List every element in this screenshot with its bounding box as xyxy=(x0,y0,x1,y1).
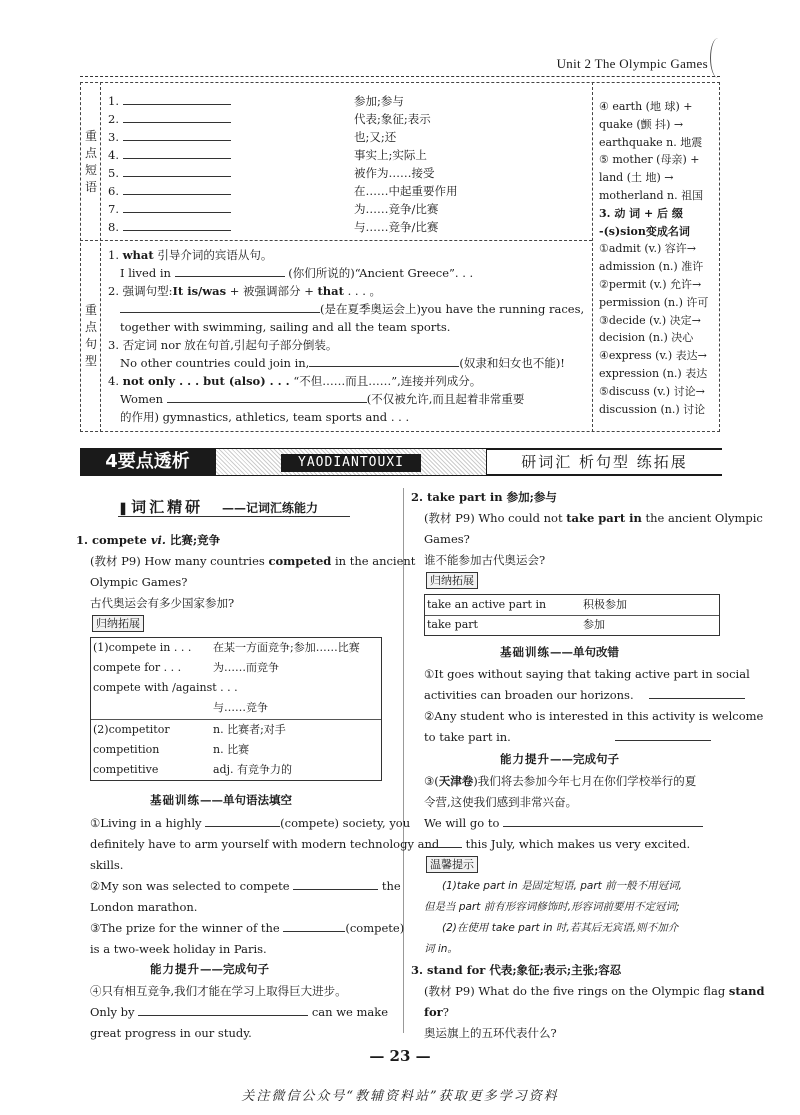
basic-training-heading: 基础训练——单句语法填空 xyxy=(150,793,292,807)
blank[interactable] xyxy=(283,920,345,932)
book-icon: ❚ xyxy=(118,501,132,515)
blank[interactable] xyxy=(123,147,231,159)
banner-title: 4要点透析 xyxy=(80,448,215,476)
section-banner xyxy=(80,448,722,476)
basic-training-heading-right: 基础训练——单句改错 xyxy=(500,645,619,659)
summary-tag: 归纳拓展 xyxy=(92,615,144,632)
blank[interactable] xyxy=(309,355,459,367)
blank[interactable] xyxy=(205,815,280,827)
header-divider xyxy=(80,76,720,77)
summary-tag-right: 归纳拓展 xyxy=(426,572,478,589)
blank[interactable] xyxy=(138,1004,308,1016)
ability-heading-left: 能力提升——完成句子 xyxy=(150,962,269,976)
header-curve-ornament xyxy=(710,38,726,78)
compete-translation: ④只有相互竞争,我们才能在学习上取得巨大进步。 Only by can we make great progress in our study. xyxy=(90,984,389,1040)
banner-tagline: 研词汇 析句型 练拓展 xyxy=(487,448,722,476)
banner-pinyin-strip xyxy=(215,448,487,476)
footer-note: 关注微信公众号“教辅资料站”获取更多学习资料 xyxy=(241,1089,559,1104)
stand-for-example: (教材 P9) What do the five rings on the Olympic flag stand for? 奥运旗上的五环代表什么? xyxy=(424,984,765,1040)
blank[interactable] xyxy=(120,301,320,313)
take-part-table: take an active part in 积极参加 take part 参加 xyxy=(424,594,720,636)
word-formation-notes: ④ earth (地 球) + quake (颤 抖) → earthquake n. 地震 ⑤ mother (母亲) + land (土 地) → motherland n. 祖国 3. 动 词 + 后 缀 -(s)sion变成名词 ①admit (v.) 容许→ admission (n.) 准许 ②permit (v.) 允许→ permission (n.) 许可 ③decide (v.) 决定→ decision (n.) 决心 ④express (v.) 表达→ expression (n.) 表达 ⑤discuss (v.) 讨论→ discussion (n.) 讨论 xyxy=(599,100,709,416)
column-divider xyxy=(403,488,404,1033)
take-part-translation: ③(天津卷)我们将去参加今年七月在你们学校举行的夏 令营,这使我们感到非常兴奋。 We will go to this July, which makes us very excited. xyxy=(424,771,724,855)
sentence-section-label: 重点句型 xyxy=(84,303,97,368)
take-part-error-correction: ①It goes without saying that taking active part in social activities can broaden our horizons. ②Any student who is interested in this activity is welcome to take part in. xyxy=(424,667,764,744)
page-number: — 23 — xyxy=(369,1047,431,1065)
blank[interactable] xyxy=(503,815,703,827)
box-right-divider xyxy=(592,82,593,432)
vocab-section-sub: ——记词汇练能力 xyxy=(222,501,319,515)
box-row-divider xyxy=(80,240,592,241)
blank[interactable] xyxy=(175,265,285,277)
blank[interactable] xyxy=(615,729,711,741)
blank[interactable] xyxy=(123,93,231,105)
compete-table: (1)compete in . . . 在某一方面竞争;参加……比赛 compete for . . . 为……而竞争 compete with /against . . . 与……竞争 (2)competitor n. 比赛者;对手 competition n. 比赛 competitive adj. 有竞争力的 xyxy=(90,637,382,781)
running-header: Unit 2 The Olympic Games xyxy=(556,56,708,71)
vocab-title-underline xyxy=(118,516,350,517)
item-take-part-title: 2. take part in 参加;参与 xyxy=(411,490,557,504)
item-stand-for-title: 3. stand for 代表;象征;表示;主张;容忍 xyxy=(411,963,622,977)
box-label-divider xyxy=(100,82,101,432)
phrase-section-label: 重点短语 xyxy=(84,129,97,194)
vocab-section-title: ❚词汇精研 xyxy=(118,498,204,516)
blank[interactable] xyxy=(123,219,231,231)
blank[interactable] xyxy=(123,111,231,123)
tip-note: (1)take part in 是固定短语, part 前一般不用冠词, 但是当 part 前有形容词修饰时,形容词前要用不定冠词; (2)在使用 take part in 时,若其后无宾语,则不加介 词 in。 xyxy=(424,880,682,955)
blank[interactable] xyxy=(649,687,745,699)
blank[interactable] xyxy=(123,183,231,195)
take-part-example: (教材 P9) Who could not take part in the ancient Olympic Games? 谁不能参加古代奥运会? xyxy=(424,511,763,567)
blank[interactable] xyxy=(167,391,367,403)
blank[interactable] xyxy=(123,165,231,177)
blank[interactable] xyxy=(123,129,231,141)
blank[interactable] xyxy=(293,878,378,890)
blank[interactable] xyxy=(424,836,462,848)
item-compete-title: 1. compete vi. 比赛;竞争 xyxy=(76,533,221,547)
compete-exercises: ①Living in a highly (compete) society, you definitely have to arm yourself with modern technology and skills. ②My son was selected to compete the London marathon. ③The prize for the winner of the (compete) is a two-week holiday in Paris. xyxy=(90,816,440,956)
banner-pinyin: YAODIANTOUXI xyxy=(281,454,421,472)
sentence-patterns: 1. what 引导介词的宾语从句。 I lived in (你们所说的)“Ancient Greece”. . . 2. 强调句型:It is/was + 被强调部分 + that . . . 。 (是在夏季奥运会上)you have the running races, together with swimming, sailing and all the team sports. 3. 否定词 nor 放在句首,引起句子部分倒装。 No other countries could join in, (奴隶和妇女也不能)! 4. not only . . . but (also) . . . “不但……而且……”,连接并列成分。 Women (不仅被允许,而且起着非常重要 的作用) gymnastics, athletics, team sports and . . . xyxy=(108,248,585,424)
tip-tag: 温馨提示 xyxy=(426,856,478,873)
item-compete-example: (教材 P9) How many countries competed in the ancient Olympic Games? 古代奥运会有多少国家参加? xyxy=(90,554,416,610)
ability-heading-right: 能力提升——完成句子 xyxy=(500,752,619,766)
blank[interactable] xyxy=(123,201,231,213)
